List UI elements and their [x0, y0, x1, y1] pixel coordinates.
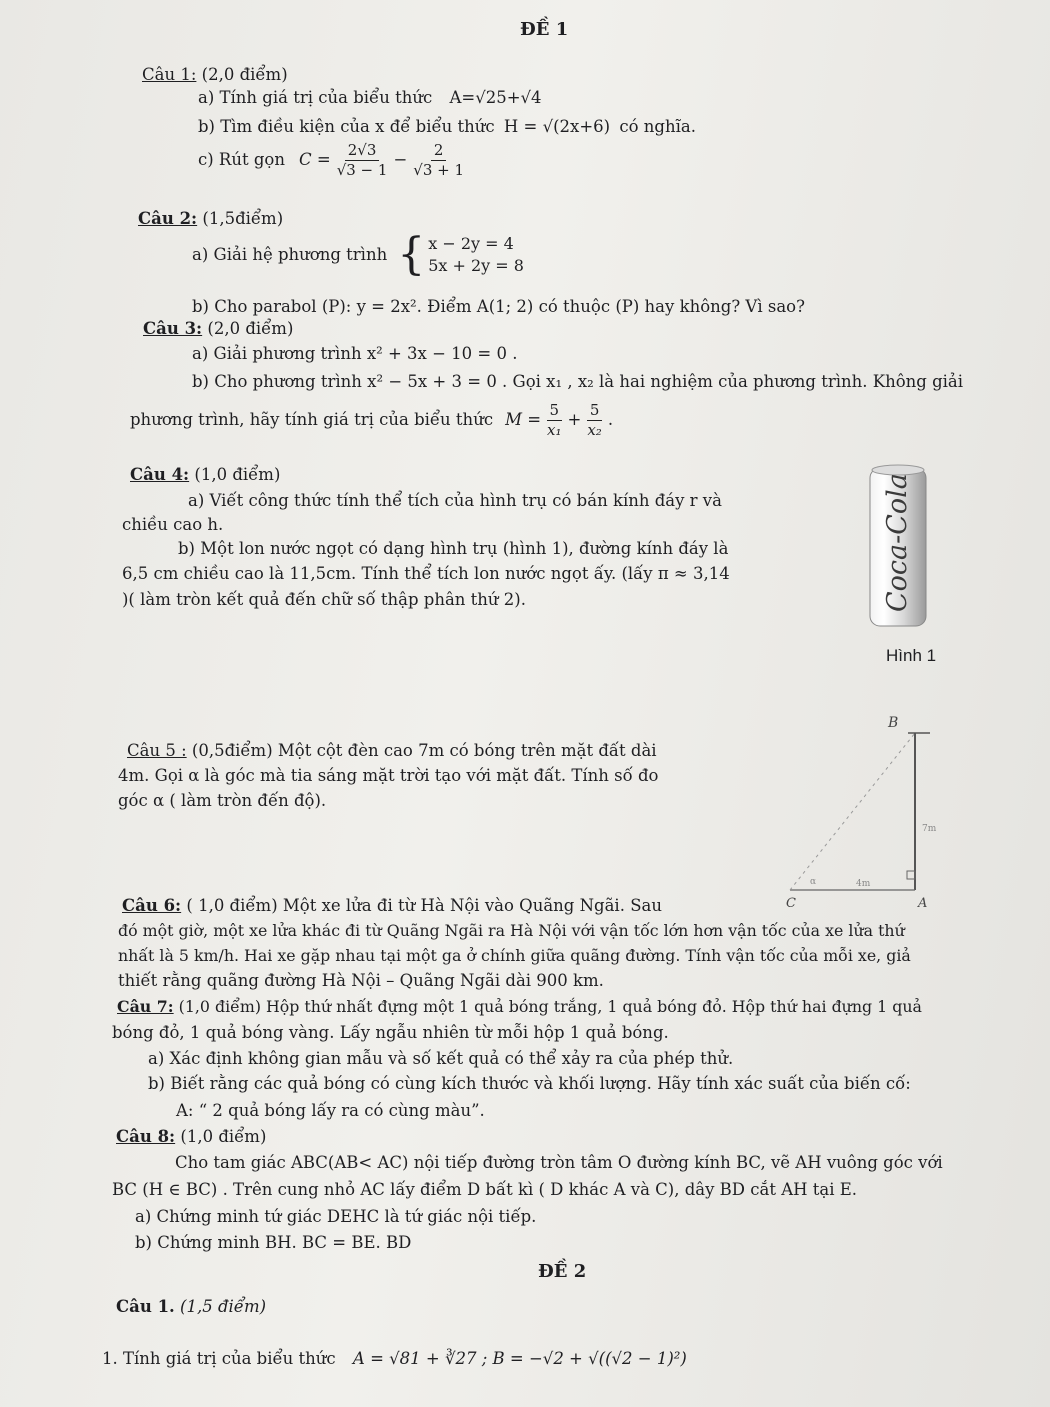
- question-5-line-3: góc α ( làm tròn đến độ).: [118, 791, 327, 810]
- question-4a-line-2: chiều cao h.: [122, 515, 224, 534]
- shadow-length-label: 4m: [856, 879, 871, 889]
- soda-can-figure: [860, 462, 940, 632]
- question-5-text-1: (0,5điểm) Một cột đèn cao 7m có bóng trên mặt đất dài: [191, 741, 657, 760]
- question-8b: b) Chứng minh BH. BC = BE. BD: [135, 1233, 412, 1252]
- question-1b-text: b) Tìm điều kiện của x để biểu thức: [198, 117, 495, 136]
- exam-2-title: ĐỀ 2: [538, 1261, 587, 1282]
- question-3b-line-2: phương trình, hãy tính giá trị của biểu thức M = $\frac{5}{\text{x₁}}$ + $\frac{5}{\text{x₂}}$ .: [130, 401, 614, 440]
- question-7-line-2: bóng đỏ, 1 quả bóng vàng. Lấy ngẫu nhiên từ mỗi hộp 1 quả bóng.: [112, 1023, 669, 1042]
- question-8a: a) Chứng minh tứ giác DEHC là tứ giác nội tiếp.: [135, 1207, 537, 1226]
- question-1b-tail: có nghĩa.: [619, 117, 696, 136]
- question-1c-lhs: C =: [298, 150, 331, 170]
- sun-ray-line: [790, 733, 915, 890]
- question-1a-text: a) Tính giá trị của biểu thức: [198, 88, 433, 107]
- height-label: 7m: [922, 824, 937, 834]
- question-8-line-1: Cho tam giác ABC(AB< AC) nội tiếp đường tròn tâm O đường kính BC, vẽ AH vuông góc với: [175, 1153, 943, 1172]
- question-5-line-1: [127, 742, 657, 761]
- question-7b-line-1: b) Biết rằng các quả bóng có cùng kích thước và khối lượng. Hãy tính xác suất của biến cố:: [148, 1074, 911, 1093]
- question-6-line-4: thiết rằng quãng đường Hà Nội – Quãng Ngãi dài 900 km.: [118, 971, 604, 990]
- point-A-label: A: [918, 896, 928, 911]
- question-2-points: (1,5điểm): [202, 209, 284, 228]
- lamp-post-figure: [770, 705, 960, 915]
- question-4a-line-1: a) Viết công thức tính thể tích của hình trụ có bán kính đáy r và: [188, 491, 722, 510]
- question-8-points: (1,0 điểm): [180, 1127, 267, 1146]
- question-7b-line-2: A: “ 2 quả bóng lấy ra có cùng màu”.: [176, 1101, 485, 1120]
- question-1-label: Câu 1:: [142, 65, 197, 84]
- question-2b: b) Cho parabol (P): y = 2x². Điểm A(1; 2) có thuộc (P) hay không? Vì sao?: [192, 297, 805, 316]
- equation-2: 5x + 2y = 8: [428, 256, 524, 275]
- question-3-label: Câu 3:: [143, 319, 203, 338]
- point-C-label: C: [786, 896, 796, 911]
- question-1a: [198, 89, 542, 108]
- exam-2-question-1-points: (1,5 điểm): [180, 1297, 267, 1316]
- question-5-line-2: 4m. Gọi α là góc mà tia sáng mặt trời tạo với mặt đất. Tính số đo: [118, 766, 659, 785]
- question-4-header: [130, 466, 280, 485]
- question-4-points: (1,0 điểm): [194, 465, 281, 484]
- question-6-label: Câu 6:: [122, 896, 182, 915]
- question-1c-fraction-1: $\frac{2√3}{√3 - 1}$: [336, 141, 388, 180]
- exam-2-item-1-expression: A = √81 + ∛27 ; B = −√2 + √((√2 − 1)²): [352, 1349, 687, 1368]
- question-1b: [198, 118, 696, 137]
- question-6-line-3: nhất là 5 km/h. Hai xe gặp nhau tại một ga ở chính giữa quãng đường. Tính vận tốc của mỗi xe, giả: [118, 946, 911, 965]
- question-1c-text: c) Rút gọn: [198, 150, 285, 170]
- exam-2-question-1-header: [116, 1298, 266, 1317]
- question-8-line-2: BC (H ∈ BC) . Trên cung nhỏ AC lấy điểm D bất kì ( D khác A và C), dây BD cắt AH tại E.: [112, 1180, 858, 1199]
- question-3-points: (2,0 điểm): [207, 319, 294, 338]
- question-3b-line-1: b) Cho phương trình x² − 5x + 3 = 0 . Gọi x₁ , x₂ là hai nghiệm của phương trình. Không giải: [192, 372, 964, 391]
- question-4-label: Câu 4:: [130, 465, 190, 484]
- point-B-label: B: [888, 715, 899, 731]
- question-2-header: [138, 210, 283, 229]
- question-1b-expression: H = √(2x+6): [503, 117, 611, 136]
- question-6-text-1: ( 1,0 điểm) Một xe lửa đi từ Hà Nội vào Quãng Ngãi. Sau: [186, 896, 662, 915]
- question-7-line-1: [117, 998, 922, 1016]
- question-1c: c) Rút gọn C = $\frac{2√3}{√3 - 1}$ − $\frac{2}{√3 + 1}$: [198, 142, 470, 180]
- question-6-line-2: đó một giờ, một xe lửa khác đi từ Quãng Ngãi ra Hà Nội với vận tốc lớn hơn vận tốc của xe lửa thứ: [118, 921, 905, 940]
- question-5-label: Câu 5 :: [127, 741, 187, 760]
- question-1-header: [142, 66, 288, 85]
- question-1-points: (2,0 điểm): [201, 65, 288, 84]
- exam-2-item-1-text: 1. Tính giá trị của biểu thức: [102, 1349, 336, 1368]
- question-4b-line-3: )( làm tròn kết quả đến chữ số thập phân thứ 2).: [122, 590, 526, 609]
- question-7-label: Câu 7:: [117, 997, 174, 1016]
- question-3b-text: phương trình, hãy tính giá trị của biểu thức: [130, 410, 494, 430]
- question-3-header: [143, 320, 293, 339]
- question-2-label: Câu 2:: [138, 209, 198, 228]
- question-4b-line-1: b) Một lon nước ngọt có dạng hình trụ (hình 1), đường kính đáy là: [178, 539, 729, 558]
- exam-2-question-1-label: Câu 1.: [116, 1297, 175, 1316]
- exam-1-title: ĐỀ 1: [520, 19, 569, 40]
- figure-1-caption: Hình 1: [886, 646, 937, 665]
- question-7-text-1: (1,0 điểm) Hộp thứ nhất đựng một 1 quả bóng trắng, 1 quả bóng đỏ. Hộp thứ hai đựng 1 quả: [178, 997, 922, 1016]
- question-3b-fraction-1: $\frac{5}{\text{x₁}}$: [547, 401, 562, 440]
- question-3a: a) Giải phương trình x² + 3x − 10 = 0 .: [192, 344, 518, 363]
- question-6-line-1: [122, 897, 662, 916]
- question-2a: [192, 229, 524, 280]
- equation-system: { x − 2y = 4 5x + 2y = 8: [397, 229, 524, 280]
- question-3b-fraction-2: $\frac{5}{\text{x₂}}$: [587, 401, 602, 440]
- question-4b-line-2: 6,5 cm chiều cao là 11,5cm. Tính thể tích lon nước ngọt ấy. (lấy π ≈ 3,14: [122, 564, 730, 583]
- question-1c-fraction-2: $\frac{2}{√3 + 1}$: [413, 141, 465, 180]
- question-7a: a) Xác định không gian mẫu và số kết quả có thể xảy ra của phép thử.: [148, 1049, 734, 1068]
- question-1a-expression: A=√25+√4: [449, 88, 542, 107]
- question-8-header: [116, 1128, 266, 1147]
- question-2a-text: a) Giải hệ phương trình: [192, 244, 388, 264]
- angle-label: α: [810, 877, 817, 887]
- exam-2-item-1: [102, 1350, 687, 1369]
- soda-can-logo: Coca-Cola: [882, 473, 913, 612]
- equation-1: x − 2y = 4: [428, 233, 514, 253]
- question-8-label: Câu 8:: [116, 1127, 176, 1146]
